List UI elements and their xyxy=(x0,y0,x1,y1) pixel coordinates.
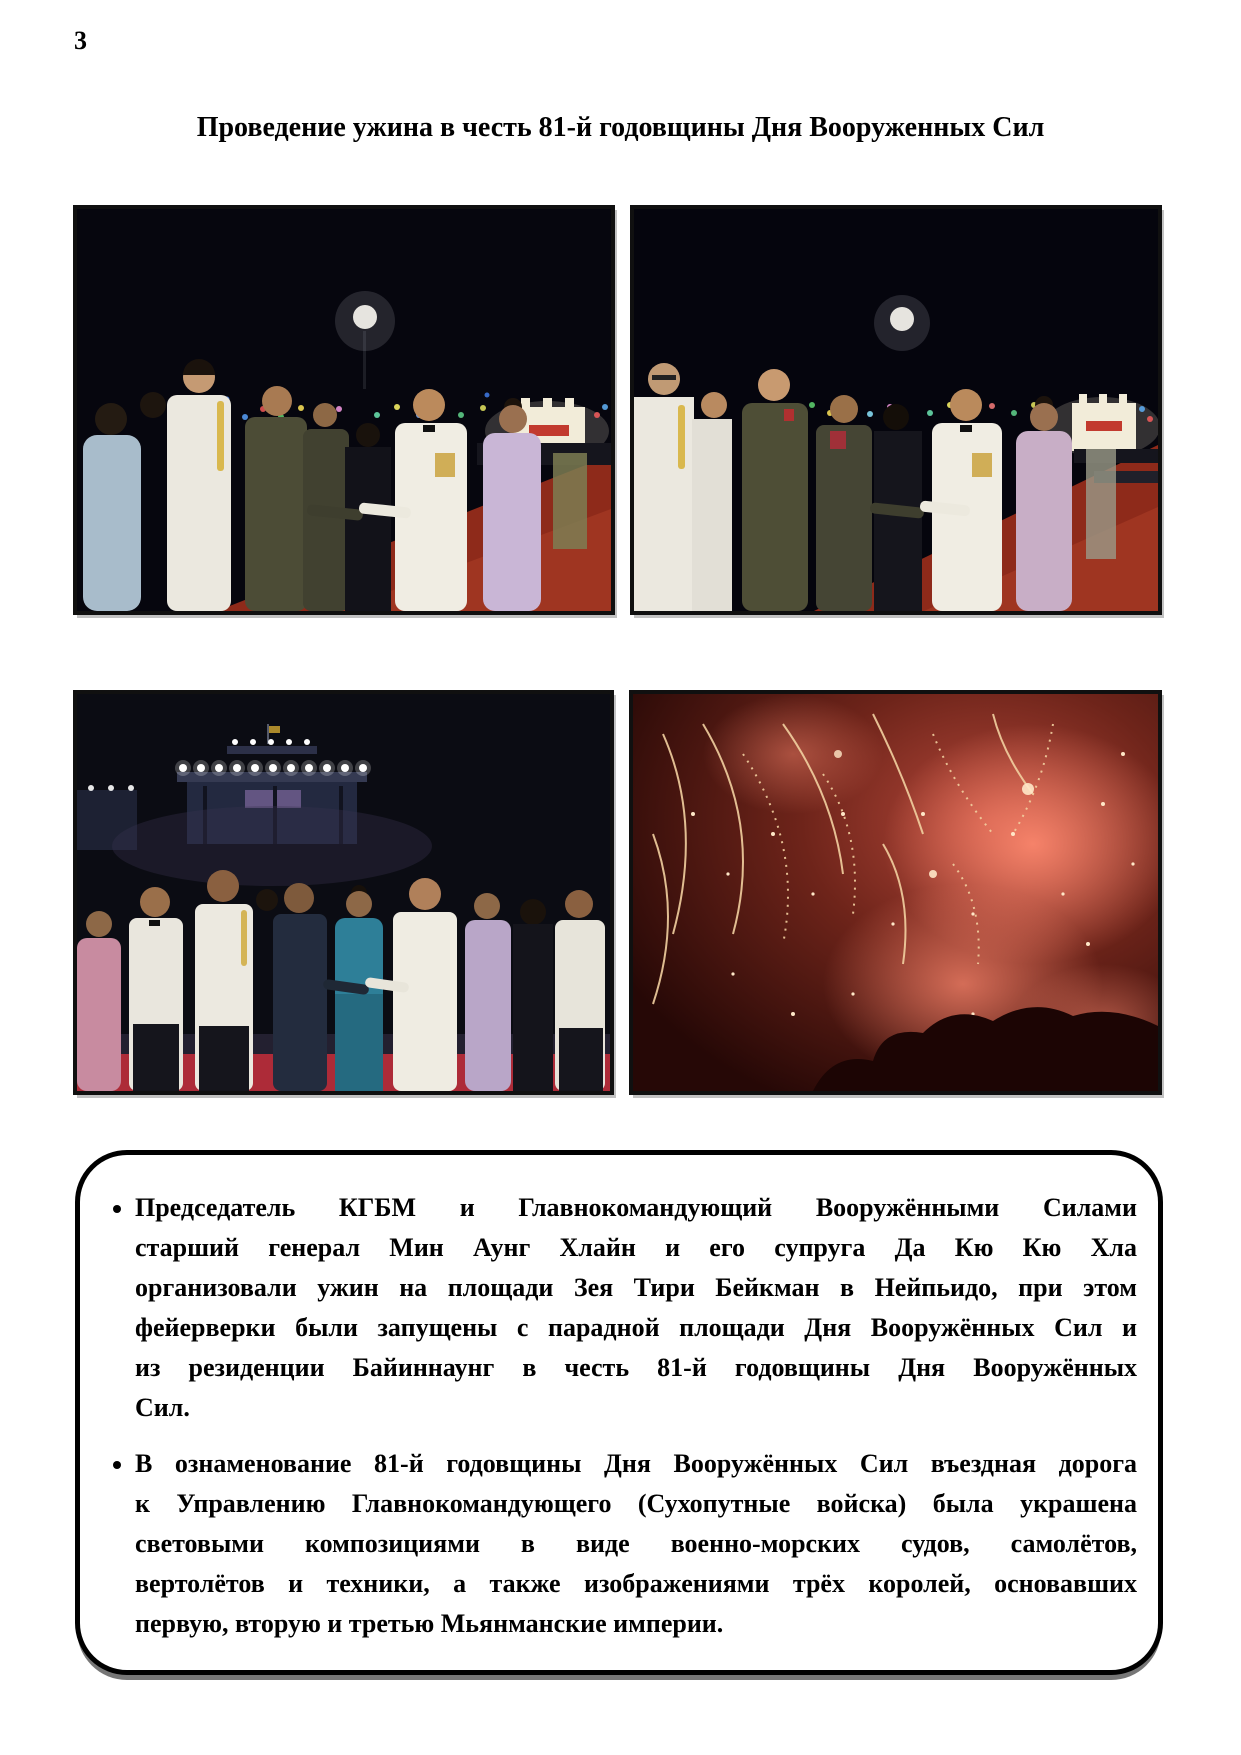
text-line: • Председатель КГБМ и Главнокомандующий Вооружёнными Силами xyxy=(135,1193,1137,1222)
text-line: первую, вторую и третью Мьянманские империи. xyxy=(135,1609,724,1638)
text-line: фейерверки были запущены с парадной площади Дня Вооружённых Сил и xyxy=(135,1313,1137,1342)
list-item xyxy=(135,1444,1137,1644)
list-item xyxy=(135,1188,1137,1428)
text-line: из резиденции Байиннаунг в честь 81-й годовщины Дня Вооружённых xyxy=(135,1353,1137,1382)
text-line: вертолётов и техники, а также изображениями трёх королей, основавших xyxy=(135,1569,1137,1598)
photo-pavilion-greeting-illustration xyxy=(77,694,610,1091)
photo-fireworks-illustration xyxy=(633,694,1158,1091)
photo-night-reception-2 xyxy=(630,205,1162,615)
moon-light xyxy=(874,295,930,351)
page-title: Проведение ужина в честь 81-й годовщины Дня Вооруженных Сил xyxy=(196,112,1045,143)
text-line: Сил. xyxy=(135,1393,190,1422)
text-line: к Управлению Главнокомандующего (Сухопутные войска) была украшена xyxy=(135,1489,1137,1518)
photo-fireworks xyxy=(629,690,1162,1095)
photo-night-reception-2-illustration xyxy=(634,209,1158,611)
page-number: 3 xyxy=(74,26,87,55)
text-line: световыми композициями в виде военно-морских судов, самолётов, xyxy=(135,1529,1137,1558)
photo-pavilion-greeting xyxy=(73,690,614,1095)
bullet-list xyxy=(80,1188,1137,1644)
photo-night-reception-1 xyxy=(73,205,615,615)
summary-box xyxy=(75,1150,1163,1675)
text-line: организовали ужин на площади Зея Тири Бейкман в Нейпьидо, при этом xyxy=(135,1273,1137,1302)
text-line: • В ознаменование 81-й годовщины Дня Вооружённых Сил въездная дорога xyxy=(135,1449,1137,1478)
photo-night-reception-1-illustration xyxy=(77,209,611,611)
text-line: старший генерал Мин Аунг Хлайн и его супруга Да Кю Кю Хла xyxy=(135,1233,1137,1262)
